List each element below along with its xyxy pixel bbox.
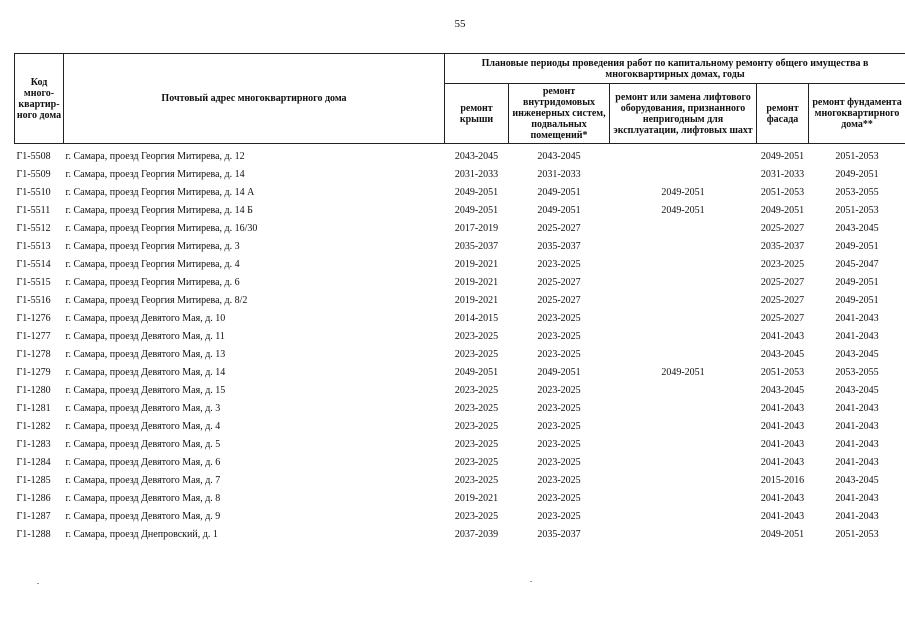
code-cell: Г1-1279: [16, 367, 51, 378]
code-cell: Г1-1284: [16, 457, 51, 468]
foundation-period-cell: 2041-2043: [835, 493, 879, 504]
systems-period-cell: 2049-2051: [537, 367, 581, 378]
roof-period-cell: 2049-2051: [454, 367, 499, 378]
address-cell: г. Самара, проезд Девятого Мая, д. 4: [65, 421, 221, 432]
table-row: [15, 270, 905, 288]
address-cell: г. Самара, проезд Георгия Митирева, д. 14 А: [65, 187, 255, 198]
foundation-period-cell: 2041-2043: [835, 403, 879, 414]
foundation-period-cell: 2043-2045: [835, 223, 879, 234]
foundation-period-cell: 2043-2045: [835, 349, 879, 360]
elevator-period-cell: [610, 288, 757, 306]
systems-period-cell: 2023-2025: [537, 313, 581, 324]
systems-period-cell: 2023-2025: [537, 403, 581, 414]
roof-period-cell: 2031-2033: [454, 169, 499, 180]
foundation-period-cell: 2043-2045: [835, 475, 879, 486]
elevator-period-cell: [610, 342, 757, 360]
table-row: [15, 378, 905, 396]
systems-period-cell: 2023-2025: [537, 385, 581, 396]
systems-period-cell: 2023-2025: [537, 331, 581, 342]
foundation-period-cell: 2041-2043: [835, 331, 879, 342]
systems-period-cell: 2049-2051: [537, 187, 581, 198]
elevator-period-cell: [610, 504, 757, 522]
code-cell: Г1-5508: [16, 151, 51, 162]
address-cell: г. Самара, проезд Девятого Мая, д. 6: [65, 457, 221, 468]
address-cell: г. Самара, проезд Георгия Митирева, д. 16/30: [65, 223, 258, 234]
roof-period-cell: 2023-2025: [454, 511, 499, 522]
roof-period-cell: 2017-2019: [454, 223, 499, 234]
table-row: [15, 414, 905, 432]
roof-period-cell: 2023-2025: [454, 439, 499, 450]
table-row: [15, 324, 905, 342]
roof-period-cell: 2043-2045: [454, 151, 499, 162]
address-cell: г. Самара, проезд Георгия Митирева, д. 14 Б: [65, 205, 253, 216]
code-cell: Г1-1288: [16, 529, 51, 540]
code-cell: Г1-1286: [16, 493, 51, 504]
header-address: Почтовый адрес многоквартирного дома: [64, 54, 445, 144]
address-cell: г. Самара, проезд Девятого Мая, д. 3: [65, 403, 221, 414]
table-row: [15, 252, 905, 270]
facade-period-cell: 2051-2053: [760, 367, 805, 378]
roof-period-cell: 2019-2021: [454, 295, 499, 306]
code-cell: Г1-5514: [16, 259, 51, 270]
header-systems: ремонт внутридомовых инженерных систем, подвальных помещений*: [509, 84, 610, 144]
address-cell: г. Самара, проезд Девятого Мая, д. 14: [65, 367, 226, 378]
facade-period-cell: 2023-2025: [760, 259, 805, 270]
code-cell: Г1-5516: [16, 295, 51, 306]
facade-period-cell: 2025-2027: [760, 313, 805, 324]
systems-period-cell: 2023-2025: [537, 511, 581, 522]
table-row: [15, 504, 905, 522]
code-cell: Г1-5509: [16, 169, 51, 180]
table-body: [15, 144, 905, 541]
roof-period-cell: 2019-2021: [454, 277, 499, 288]
code-cell: Г1-1287: [16, 511, 51, 522]
systems-period-cell: 2023-2025: [537, 493, 581, 504]
elevator-period-cell: [610, 522, 757, 540]
address-cell: г. Самара, проезд Георгия Митирева, д. 8/2: [65, 295, 248, 306]
address-cell: г. Самара, проезд Георгия Митирева, д. 14: [65, 169, 245, 180]
header-roof: ремонт крыши: [445, 84, 509, 144]
elevator-period-cell: [610, 324, 757, 342]
foundation-period-cell: 2049-2051: [835, 241, 879, 252]
roof-period-cell: 2023-2025: [454, 475, 499, 486]
elevator-period-cell: [610, 216, 757, 234]
table-row: [15, 468, 905, 486]
roof-period-cell: 2023-2025: [454, 403, 499, 414]
facade-period-cell: 2041-2043: [760, 331, 805, 342]
header-code: Код много-квартир-ного дома: [15, 54, 64, 144]
facade-period-cell: 2049-2051: [760, 151, 805, 162]
elevator-period-cell: [610, 144, 757, 163]
address-cell: г. Самара, проезд Девятого Мая, д. 8: [65, 493, 221, 504]
facade-period-cell: 2043-2045: [760, 385, 805, 396]
facade-period-cell: 2041-2043: [760, 439, 805, 450]
facade-period-cell: 2015-2016: [760, 475, 805, 486]
roof-period-cell: 2023-2025: [454, 331, 499, 342]
table-row: [15, 522, 905, 540]
elevator-period-cell: 2049-2051: [661, 205, 705, 216]
elevator-period-cell: [610, 306, 757, 324]
foundation-period-cell: 2049-2051: [835, 277, 879, 288]
foundation-period-cell: 2049-2051: [835, 295, 879, 306]
foundation-period-cell: 2041-2043: [835, 313, 879, 324]
foundation-period-cell: 2045-2047: [835, 259, 879, 270]
elevator-period-cell: [610, 378, 757, 396]
foundation-period-cell: 2051-2053: [835, 205, 879, 216]
foundation-period-cell: 2041-2043: [835, 439, 879, 450]
systems-period-cell: 2035-2037: [537, 241, 581, 252]
elevator-period-cell: [610, 396, 757, 414]
code-cell: Г1-1283: [16, 439, 51, 450]
table-row: [15, 288, 905, 306]
facade-period-cell: 2043-2045: [760, 349, 805, 360]
roof-period-cell: 2023-2025: [454, 457, 499, 468]
systems-period-cell: 2031-2033: [537, 169, 581, 180]
address-cell: г. Самара, проезд Днепровский, д. 1: [65, 529, 218, 540]
address-cell: г. Самара, проезд Девятого Мая, д. 13: [65, 349, 226, 360]
code-cell: Г1-1278: [16, 349, 51, 360]
elevator-period-cell: [610, 252, 757, 270]
elevator-period-cell: [610, 468, 757, 486]
facade-period-cell: 2041-2043: [760, 511, 805, 522]
foundation-period-cell: 2041-2043: [835, 511, 879, 522]
table-row: [15, 180, 905, 198]
table-row: [15, 144, 905, 163]
foundation-period-cell: 2049-2051: [835, 169, 879, 180]
foundation-period-cell: 2051-2053: [835, 151, 879, 162]
code-cell: Г1-5515: [16, 277, 51, 288]
systems-period-cell: 2043-2045: [537, 151, 581, 162]
systems-period-cell: 2025-2027: [537, 295, 581, 306]
header-periods: Плановые периоды проведения работ по капитальному ремонту общего имущества в многоквартирных домах, годы: [445, 54, 905, 84]
facade-period-cell: 2041-2043: [760, 493, 805, 504]
repair-schedule-table: [14, 53, 905, 540]
facade-period-cell: 2031-2033: [760, 169, 805, 180]
facade-period-cell: 2025-2027: [760, 295, 805, 306]
header-elevator: ремонт или замена лифтового оборудования, признанного непригодным для эксплуатации, лифтовых шахт: [610, 84, 757, 144]
roof-period-cell: 2023-2025: [454, 349, 499, 360]
facade-period-cell: 2051-2053: [760, 187, 805, 198]
table-row: [15, 306, 905, 324]
roof-period-cell: 2023-2025: [454, 385, 499, 396]
elevator-period-cell: [610, 234, 757, 252]
address-cell: г. Самара, проезд Девятого Мая, д. 11: [65, 331, 225, 342]
facade-period-cell: 2035-2037: [760, 241, 805, 252]
facade-period-cell: 2025-2027: [760, 277, 805, 288]
elevator-period-cell: [610, 162, 757, 180]
address-cell: г. Самара, проезд Девятого Мая, д. 9: [65, 511, 221, 522]
systems-period-cell: 2023-2025: [537, 475, 581, 486]
code-cell: Г1-1276: [16, 313, 51, 324]
table-row: [15, 216, 905, 234]
facade-period-cell: 2041-2043: [760, 457, 805, 468]
table-row: [15, 450, 905, 468]
table-row: [15, 234, 905, 252]
table-row: [15, 198, 905, 216]
systems-period-cell: 2023-2025: [537, 457, 581, 468]
foundation-period-cell: 2053-2055: [835, 367, 879, 378]
page-number: 55: [454, 18, 466, 30]
code-cell: Г1-5513: [16, 241, 51, 252]
systems-period-cell: 2023-2025: [537, 259, 581, 270]
systems-period-cell: 2035-2037: [537, 529, 581, 540]
code-cell: Г1-1285: [16, 475, 51, 486]
scan-speck: [530, 581, 532, 582]
systems-period-cell: 2025-2027: [537, 277, 581, 288]
address-cell: г. Самара, проезд Девятого Мая, д. 15: [65, 385, 226, 396]
elevator-period-cell: 2049-2051: [661, 187, 705, 198]
foundation-period-cell: 2053-2055: [835, 187, 879, 198]
code-cell: Г1-1277: [16, 331, 51, 342]
code-cell: Г1-1282: [16, 421, 51, 432]
facade-period-cell: 2025-2027: [760, 223, 805, 234]
table-row: [15, 432, 905, 450]
roof-period-cell: 2019-2021: [454, 259, 499, 270]
elevator-period-cell: [610, 432, 757, 450]
header-foundation: ремонт фундамента многоквартирного дома**: [809, 84, 905, 144]
systems-period-cell: 2049-2051: [537, 205, 581, 216]
address-cell: г. Самара, проезд Георгия Митирева, д. 6: [65, 277, 240, 288]
address-cell: г. Самара, проезд Георгия Митирева, д. 4: [65, 259, 240, 270]
scan-speck: [37, 583, 39, 584]
systems-period-cell: 2023-2025: [537, 439, 581, 450]
systems-period-cell: 2023-2025: [537, 421, 581, 432]
elevator-period-cell: [610, 414, 757, 432]
systems-period-cell: 2023-2025: [537, 349, 581, 360]
code-cell: Г1-1281: [16, 403, 51, 414]
facade-period-cell: 2049-2051: [760, 205, 805, 216]
address-cell: г. Самара, проезд Георгия Митирева, д. 3: [65, 241, 240, 252]
foundation-period-cell: 2041-2043: [835, 457, 879, 468]
table-row: [15, 486, 905, 504]
elevator-period-cell: [610, 450, 757, 468]
address-cell: г. Самара, проезд Девятого Мая, д. 5: [65, 439, 221, 450]
elevator-period-cell: [610, 270, 757, 288]
address-cell: г. Самара, проезд Девятого Мая, д. 10: [65, 313, 226, 324]
elevator-period-cell: 2049-2051: [661, 367, 705, 378]
roof-period-cell: 2019-2021: [454, 493, 499, 504]
roof-period-cell: 2049-2051: [454, 187, 499, 198]
elevator-period-cell: [610, 486, 757, 504]
table-row: [15, 360, 905, 378]
roof-period-cell: 2035-2037: [454, 241, 499, 252]
facade-period-cell: 2049-2051: [760, 529, 805, 540]
table-row: [15, 342, 905, 360]
address-cell: г. Самара, проезд Девятого Мая, д. 7: [65, 475, 221, 486]
table-row: [15, 162, 905, 180]
code-cell: Г1-1280: [16, 385, 51, 396]
facade-period-cell: 2041-2043: [760, 421, 805, 432]
facade-period-cell: 2041-2043: [760, 403, 805, 414]
foundation-period-cell: 2041-2043: [835, 421, 879, 432]
header-facade: ремонт фасада: [757, 84, 809, 144]
roof-period-cell: 2037-2039: [454, 529, 499, 540]
foundation-period-cell: 2043-2045: [835, 385, 879, 396]
roof-period-cell: 2023-2025: [454, 421, 499, 432]
systems-period-cell: 2025-2027: [537, 223, 581, 234]
address-cell: г. Самара, проезд Георгия Митирева, д. 12: [65, 151, 245, 162]
roof-period-cell: 2014-2015: [454, 313, 499, 324]
roof-period-cell: 2049-2051: [454, 205, 499, 216]
table-row: [15, 396, 905, 414]
foundation-period-cell: 2051-2053: [835, 529, 879, 540]
code-cell: Г1-5512: [16, 223, 51, 234]
code-cell: Г1-5511: [16, 205, 51, 216]
code-cell: Г1-5510: [16, 187, 51, 198]
